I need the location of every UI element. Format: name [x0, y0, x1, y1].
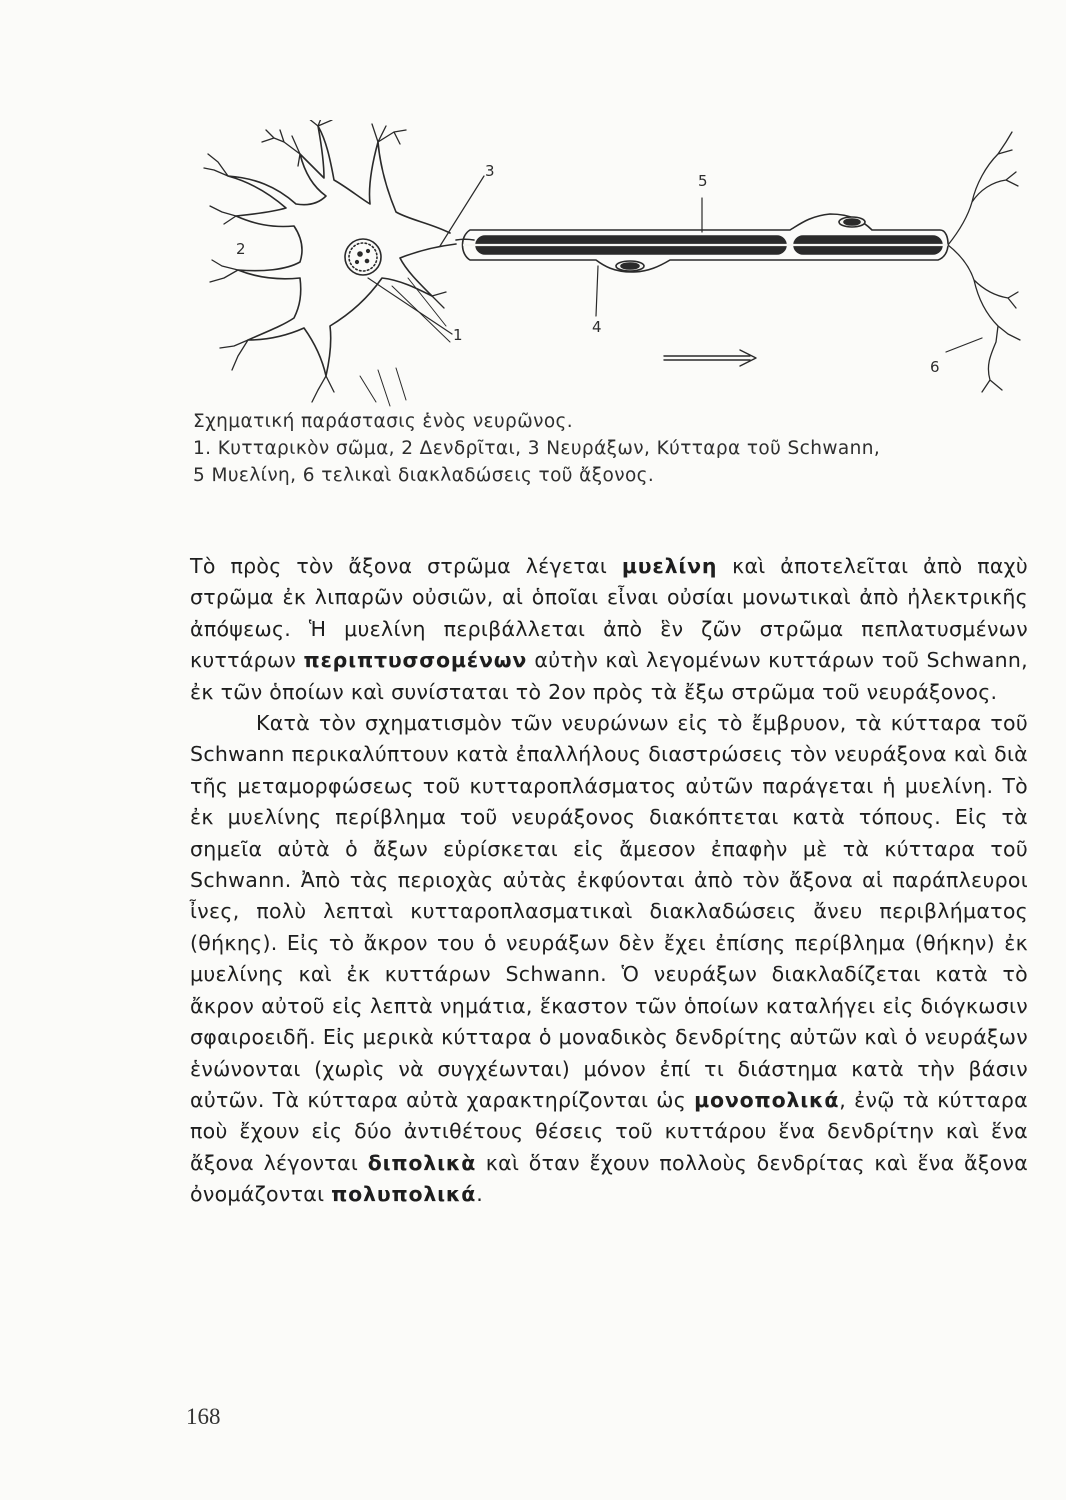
- paragraph-text: αὐτὴν καὶ λεγομένων κυττάρων τοῦ Schwann, ἐκ τῶν ὁποίων καὶ συνίσταται τὸ 2ον πρὸς τὰ ἔξω στρῶμα τοῦ νευράξονος.: [190, 648, 1028, 704]
- paragraph-text: , ἐνῷ τὰ κύτταρα ποὺ ἔχουν εἰς δύο ἀντιθέτους θέσεις τοῦ κυττάρου ἕνα δενδρίτην καὶ ἕνα ἄξονα λέγονται: [190, 1087, 1028, 1175]
- paragraph-neuron-formation: [190, 708, 1028, 1211]
- page-number: 168: [186, 1404, 221, 1429]
- term-multipolar: πολυπολικά: [331, 1182, 477, 1207]
- paragraph-text: .: [476, 1182, 484, 1207]
- paragraph-text: Τὸ πρὸς τὸν ἄξονα στρῶμα λέγεται: [190, 554, 622, 578]
- neuron-diagram: [200, 120, 1040, 410]
- caption-title: Σχηματική παράστασις ἑνὸς νευρῶνος.: [193, 411, 574, 432]
- caption-legend-line-2: 5 Μυελίνη, 6 τελικαὶ διακλαδώσεις τοῦ ἄξονος.: [193, 465, 655, 486]
- paragraph-text: καὶ ἀποτελεῖται ἀπὸ παχὺ στρῶμα ἐκ λιπαρῶν οὐσιῶν, αἱ ὁποῖαι εἶναι οὐσίαι μονωτικαὶ ἀπὸ ἠλεκτρικῆς ἀπόψεως. Ἡ μυελίνη περιβάλλεται ἀπὸ ἓν ζῶν στρῶμα πεπλατυσμένων κυττάρων: [190, 554, 1028, 673]
- label-3: 3: [485, 162, 495, 180]
- cell-body-outline: [228, 126, 456, 376]
- term-enveloping: περιπτυσσομένων: [303, 648, 528, 673]
- term-bipolar: διπολικὰ: [367, 1150, 477, 1175]
- label-6: 6: [930, 358, 940, 376]
- terminal-branches: [948, 132, 1020, 392]
- paragraph-text: Κατὰ τὸν σχηματισμὸν τῶν νευρώνων εἰς τὸ ἔμβρυον, τὰ κύτταρα τοῦ Schwann περικαλύπτουν κατὰ ἐπαλλήλους διαστρώσεις τὸν νευράξονα καὶ διὰ τῆς μεταμορφώσεως τοῦ κυτταροπλάσματος αὐτῶν παράγεται ἡ μυελίνη. Τὸ ἐκ μυελίνης περίβλημα τοῦ νευράξονος διακόπτεται κατὰ τόπους. Εἰς τὰ σημεῖα αὐτὰ ὁ ἄξων εὑρίσκεται εἰς ἄμεσον ἐπαφὴν μὲ τὰ κύτταρα τοῦ Schwann. Ἀπὸ τὰς περιοχὰς αὐτὰς ἐκφύονται ἀπὸ τὸν ἄξονα αἱ παράπλευροι ἶνες, πολὺ λεπταὶ κυτταροπλασματικαὶ διακλαδώσεις ἄνευ περιβλήματος (θήκης). Εἰς τὸ ἄκρον του ὁ νευράξων δὲν ἔχει ἐπίσης περίβλημα (θήκην) ἐκ μυελίνης καὶ ἐκ κυττάρων Schwann. Ὁ νευράξων διακλαδίζεται κατὰ τὸ ἄκρον αὐτοῦ εἰς λεπτὰ νημάτια, ἕκαστον τῶν ὁποίων καταλήγει εἰς διόγκωσιν σφαιροειδῆ. Εἰς μερικὰ κύτταρα ὁ μοναδικὸς δενδρίτης αὐτῶν καὶ ὁ νευράξων ἑνώνονται (χωρὶς νὰ συγχέωνται) μόνον ἐπί τι διάστημα κατὰ τὴν βάσιν αὐτῶν. Τὰ κύτταρα αὐτὰ χαρακτηρίζονται ὡς: [190, 711, 1028, 1112]
- nucleus: [345, 239, 381, 275]
- caption-legend-line-1: 1. Κυτταρικὸν σῶμα, 2 Δενδρῖται, 3 Νευράξων, Κύτταρα τοῦ Schwann,: [193, 438, 881, 459]
- label-1: 1: [453, 326, 463, 344]
- label-4: 4: [592, 318, 602, 336]
- axon-hillock: [456, 239, 474, 240]
- paragraph-text: καὶ ὅταν ἔχουν πολλοὺς δενδρίτας καὶ ἕνα ἄξονα ὀνομάζονται: [190, 1150, 1029, 1207]
- body-text: [190, 551, 1028, 1211]
- dendrite-branches: [204, 120, 446, 402]
- term-unipolar: μονοπολικά: [694, 1087, 840, 1112]
- figure-caption: [193, 408, 1033, 489]
- term-myelin: μυελίνη: [621, 554, 718, 578]
- label-5: 5: [698, 172, 708, 190]
- direction-arrow: [664, 350, 756, 366]
- paragraph-myelin: [190, 551, 1028, 708]
- label-2: 2: [236, 240, 246, 258]
